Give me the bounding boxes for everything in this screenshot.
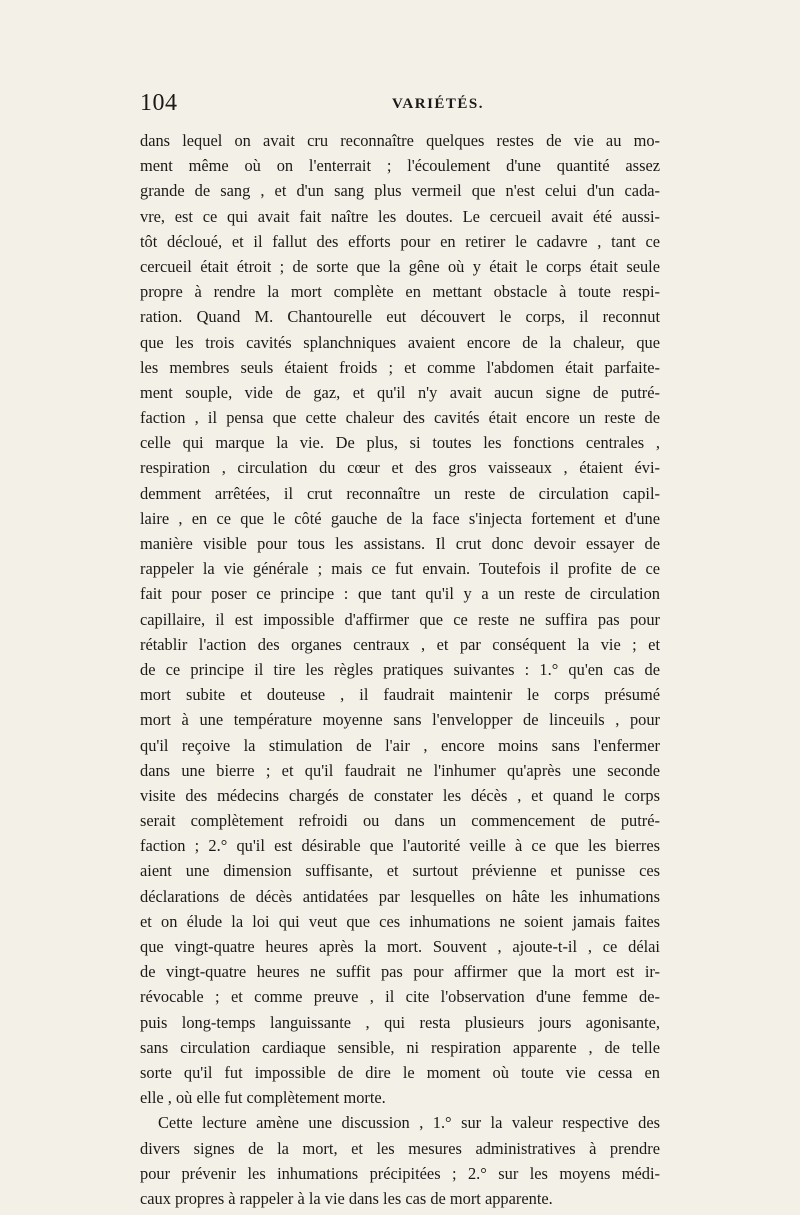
text-line: propre à rendre la mort complète en mettant obstacle à toute respi- xyxy=(140,282,660,302)
text-line: manière visible pour tous les assistans. Il crut donc devoir essayer de xyxy=(140,534,660,553)
text-line: pour prévenir les inhumations précipitées ; 2.° sur les moyens médi- xyxy=(140,1163,660,1183)
text-line: qu'il reçoive la stimulation de l'air , encore moins sans l'enfermer xyxy=(140,735,660,755)
text-line: caux propres à rappeler à la vie dans les cas de mort apparente. xyxy=(140,1188,553,1208)
text-line: elle , où elle fut complètement morte. xyxy=(140,1088,386,1108)
page-number: 104 xyxy=(140,90,178,116)
text-line: et on élude la loi qui veut que ces inhumations ne soient jamais faites xyxy=(140,911,660,931)
running-head: VARIÉTÉS. xyxy=(392,96,485,112)
text-line: rappeler la vie générale ; mais ce fut envain. Toutefois il profite de ce xyxy=(140,559,660,579)
text-line: de ce principe il tire les règles pratiques suivantes : 1.° qu'en cas de xyxy=(140,659,660,679)
text-line: celle qui marque la vie. De plus, si toutes les fonctions centrales , xyxy=(140,433,660,453)
text-line: Cette lecture amène une discussion , 1.° sur la valeur respective des xyxy=(158,1113,660,1133)
text-line: les membres seuls étaient froids ; et comme l'abdomen était parfaite- xyxy=(140,357,660,377)
text-line: cercueil était étroit ; de sorte que la gêne où y était le corps était seule xyxy=(140,256,660,276)
text-line: faction , il pensa que cette chaleur des cavités était encore un reste de xyxy=(140,408,660,428)
text-line: tôt décloué, et il fallut des efforts pour en retirer le cadavre , tant ce xyxy=(140,231,660,251)
paragraph xyxy=(140,128,660,1110)
text-line: mort subite et douteuse , il faudrait maintenir le corps présumé xyxy=(140,685,660,705)
text-line: serait complètement refroidi ou dans un commencement de putré- xyxy=(140,811,660,831)
text-line: puis long-temps languissante , qui resta plusieurs jours agonisante, xyxy=(140,1012,660,1032)
text-line: demment arrêtées, il crut reconnaître un reste de circulation capil- xyxy=(140,483,660,503)
page-header xyxy=(140,90,660,120)
text-line: faction ; 2.° qu'il est désirable que l'autorité veille à ce que les bierres xyxy=(140,836,660,856)
text-line: vre, est ce qui avait fait naître les doutes. Le cercueil avait été aussi- xyxy=(140,206,660,226)
text-line: sorte qu'il fut impossible de dire le moment où toute vie cessa en xyxy=(140,1062,660,1082)
text-line: divers signes de la mort, et les mesures administratives à prendre xyxy=(140,1138,660,1158)
paragraph xyxy=(140,1110,660,1211)
text-line: dans une bierre ; et qu'il faudrait ne l'inhumer qu'après une seconde xyxy=(140,760,660,780)
text-line: visite des médecins chargés de constater les décès , et quand le corps xyxy=(140,785,660,805)
body-text xyxy=(140,128,660,1211)
text-line: sans circulation cardiaque sensible, ni respiration apparente , de telle xyxy=(140,1037,660,1057)
text-line: fait pour poser ce principe : que tant qu'il y a un reste de circulation xyxy=(140,584,660,604)
text-line: dans lequel on avait cru reconnaître quelques restes de vie au mo- xyxy=(140,131,660,150)
text-line: ment même où on l'enterrait ; l'écoulement d'une quantité assez xyxy=(140,156,660,176)
text-line: ration. Quand M. Chantourelle eut découvert le corps, il reconnut xyxy=(140,307,660,327)
text-line: que vingt-quatre heures après la mort. Souvent , ajoute-t-il , ce délai xyxy=(140,937,660,956)
text-line: révocable ; et comme preuve , il cite l'observation d'une femme de- xyxy=(140,987,660,1007)
text-line: ment souple, vide de gaz, et qu'il n'y avait aucun signe de putré- xyxy=(140,382,660,402)
text-line: de vingt-quatre heures ne suffit pas pour affirmer que la mort est ir- xyxy=(140,962,660,982)
text-line: capillaire, il est impossible d'affirmer que ce reste ne suffira pas pour xyxy=(140,609,660,629)
text-line: déclarations de décès antidatées par lesquelles on hâte les inhumations xyxy=(140,886,660,906)
text-line: aient une dimension suffisante, et surtout prévienne et punisse ces xyxy=(140,861,660,881)
text-line: que les trois cavités splanchniques avaient encore de la chaleur, que xyxy=(140,332,660,352)
text-line: mort à une température moyenne sans l'envelopper de linceuils , pour xyxy=(140,710,660,730)
text-line: rétablir l'action des organes centraux , et par conséquent la vie ; et xyxy=(140,634,660,654)
text-line: grande de sang , et d'un sang plus vermeil que n'est celui d'un cada- xyxy=(140,181,660,201)
text-line: respiration , circulation du cœur et des gros vaisseaux , étaient évi- xyxy=(140,458,660,478)
text-line: laire , en ce que le côté gauche de la face s'injecta fortement et d'une xyxy=(140,508,660,528)
